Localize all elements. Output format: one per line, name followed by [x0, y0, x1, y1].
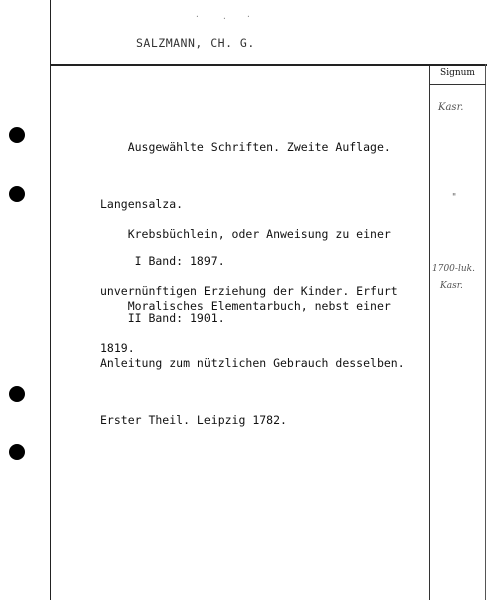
scan-speck: · [246, 12, 251, 21]
entry-3-line: Moralisches Elementarbuch, nebst einer [100, 299, 391, 313]
entry-2-line: Krebsbüchlein, oder Anweisung zu einer [100, 227, 391, 241]
signum-column-header: Signum [440, 68, 475, 78]
signum-mark-entry-1: Kasr. [438, 102, 464, 113]
card-left-rule [50, 0, 51, 600]
scan-speck: · [222, 14, 227, 23]
entry-1-line: I Band: 1897. [100, 254, 225, 268]
author-heading: SALZMANN, CH. G. [136, 36, 255, 50]
signum-mark-entry-2: " [452, 193, 457, 203]
punch-hole [9, 386, 25, 402]
signum-mark-entry-3b: Kasr. [440, 281, 463, 291]
signum-column-rule [429, 66, 430, 600]
card-right-rule [485, 64, 486, 600]
entry-3 [100, 259, 405, 468]
entry-2-line: unvernünftigen Erziehung der Kinder. Erfurt [100, 284, 398, 298]
entry-3-line: Anleitung zum nützlichen Gebrauch desselben. [100, 356, 405, 370]
entry-3-line: Erster Theil. Leipzig 1782. [100, 413, 287, 427]
signum-header-rule [429, 84, 486, 85]
scan-speck: · [195, 12, 200, 21]
punch-hole [9, 444, 25, 460]
punch-hole [9, 186, 25, 202]
entry-1-line: Ausgewählte Schriften. Zweite Auflage. [100, 140, 391, 154]
entry-1-line: II Band: 1901. [100, 311, 225, 325]
punch-hole [9, 127, 25, 143]
entry-2-line: 1819. [100, 341, 135, 355]
signum-mark-entry-3a: 1700-luk. [432, 264, 475, 274]
card-header-rule [50, 64, 487, 66]
entry-1-line: Langensalza. [100, 197, 184, 211]
